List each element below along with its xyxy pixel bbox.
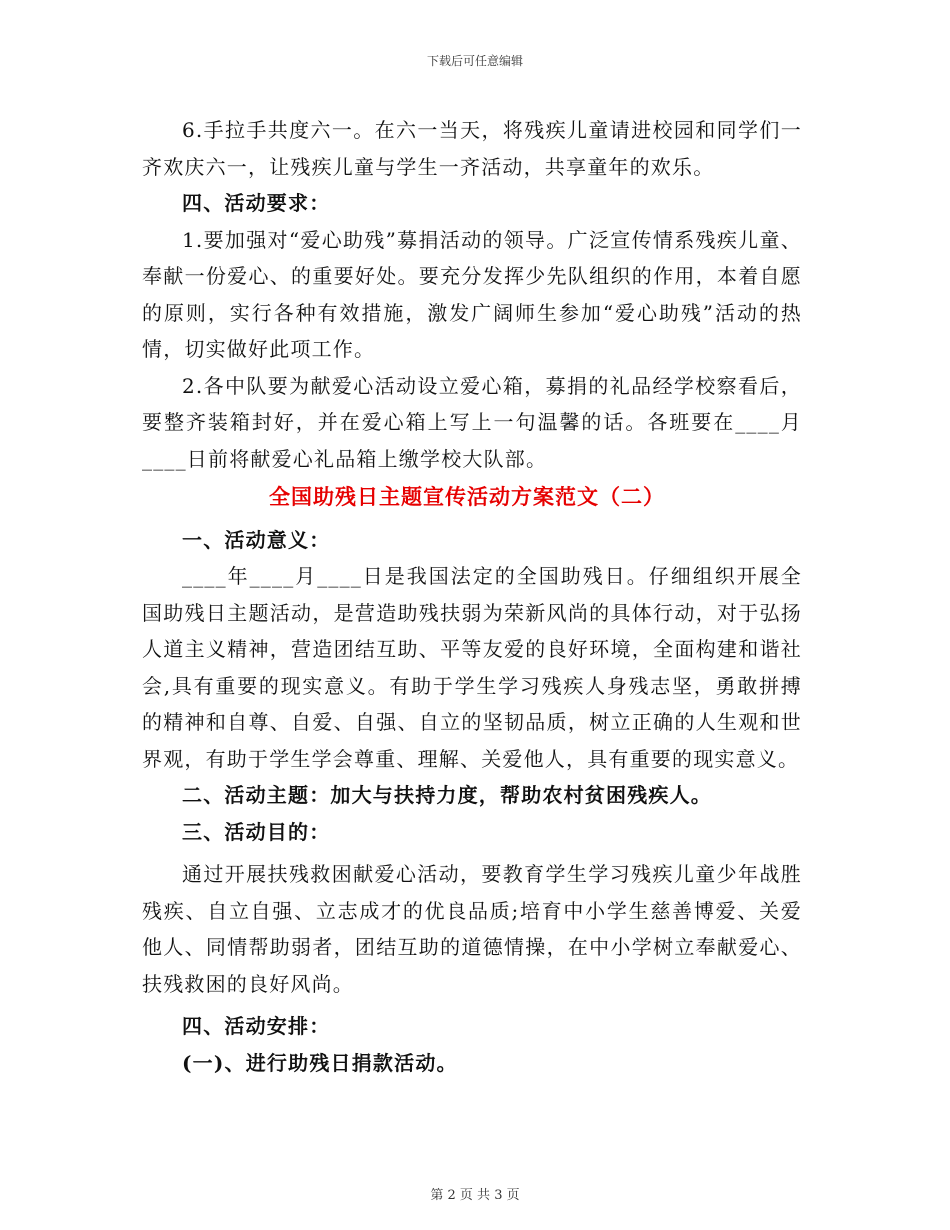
heading-arrangement-1: (一)、进行助残日捐款活动。: [182, 1050, 458, 1075]
heading-purpose: 三、活动目的：: [182, 819, 331, 844]
page-footer: 第 2 页 共 3 页: [430, 1188, 520, 1203]
paragraph-requirement-2: 2.各中队要为献爱心活动设立爱心箱，募捐的礼品经学校察看后，要整齐装箱封好，并在爱心箱上写上一句温馨的话。各班要在____月____日前将献爱心礼品箱上缴学校大队部。: [142, 373, 802, 471]
heading-significance: 一、活动意义：: [182, 527, 331, 552]
document-body: [142, 112, 802, 1081]
page-header: 下载后可任意编辑: [426, 54, 523, 68]
heading-arrangement: 四、活动安排：: [182, 1014, 331, 1038]
heading-requirements: 四、活动要求：: [182, 191, 331, 215]
paragraph-significance: ____年____月____日是我国法定的全国助残日。仔细组织开展全国助残日主题活动，是营造助残扶弱为荣新风尚的具体行动，对于弘扬人道主义精神，营造团结互助、平等友爱的良好环境，全面构建和谐社会,具有重要的现实意义。有助于学生学习残疾人身残志坚，勇敢拼搏的精神和自尊、自爱、自强、自立的坚韧品质，树立正确的人生观和世界观，有助于学生学会尊重、理解、关爱他人，具有重要的现实意义。: [142, 564, 802, 771]
heading-theme: 二、活动主题：加大与扶持力度，帮助农村贫困残疾人。: [182, 783, 712, 807]
paragraph-requirement-1: 1.要加强对“爱心助残”募捐活动的领导。广泛宣传情系残疾儿童、奉献一份爱心、的重要好处。要充分发挥少先队组织的作用，本着自愿的原则，实行各种有效措施，激发广阔师生参加“爱心助残”活动的热情，切实做好此项工作。: [142, 227, 802, 361]
section-title: 全国助残日主题宣传活动方案范文（二）: [269, 484, 665, 509]
paragraph-activity-6: 6.手拉手共度六一。在六一当天，将残疾儿童请进校园和同学们一齐欢庆六一，让残疾儿童与学生一齐活动，共享童年的欢乐。: [142, 118, 802, 179]
paragraph-purpose: 通过开展扶残救困献爱心活动，要教育学生学习残疾儿童少年战胜残疾、自立自强、立志成才的优良品质;培育中小学生慈善博爱、关爱他人、同情帮助弱者，团结互助的道德情操，在中小学树立奉献爱心、扶残救困的良好风尚。: [142, 862, 802, 996]
